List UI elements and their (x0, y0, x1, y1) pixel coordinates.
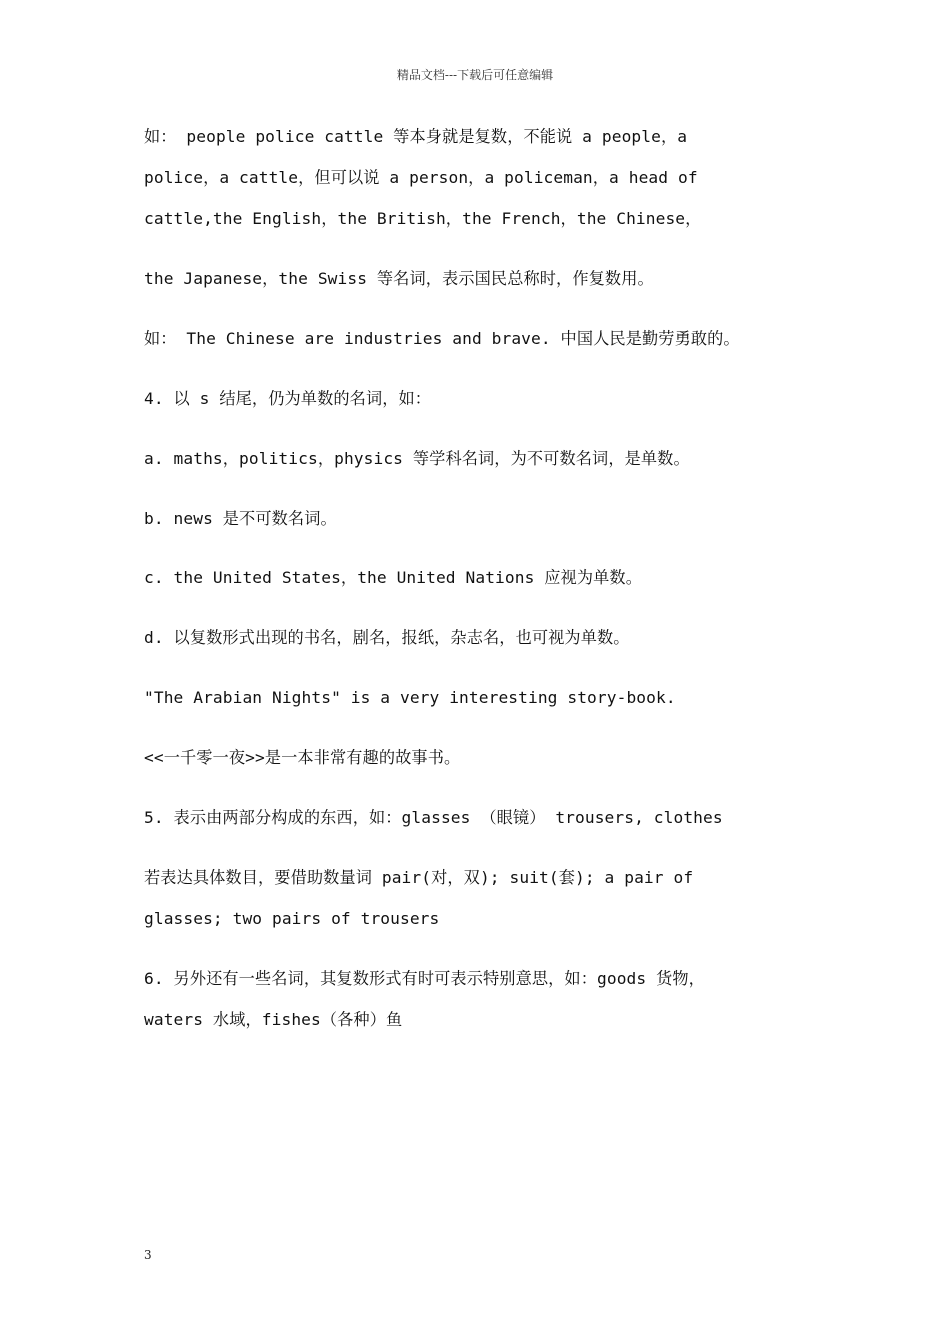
text-line: waters 水域，fishes（各种）鱼 (144, 1010, 403, 1029)
text-line: police，a cattle，但可以说 a person，a policeman，a head of (144, 168, 698, 187)
list-item: d. 以复数形式出现的书名，剧名，报纸，杂志名，也可视为单数。 (144, 628, 630, 647)
text-line: 如： The Chinese are industries and brave. 中国人民是勤劳勇敢的。 (144, 329, 740, 348)
page-header: 精品文档---下载后可任意编辑 (396, 68, 554, 82)
page-number: 3 (144, 1248, 152, 1262)
text-line: cattle,the English，the British，the French，the Chinese， (144, 209, 702, 228)
example-sentence: "The Arabian Nights" is a very interesting story-book. (144, 688, 676, 707)
list-item: a. maths，politics，physics 等学科名词，为不可数名词，是单数。 (144, 449, 690, 468)
text-line: 如： people police cattle 等本身就是复数，不能说 a people，a (144, 127, 688, 146)
text-line: glasses; two pairs of trousers (144, 909, 440, 928)
text-line: 若表达具体数目，要借助数量词 pair(对，双); suit(套); a pair of (144, 868, 694, 887)
list-item-heading: 5. 表示由两部分构成的东西，如：glasses （眼镜） trousers, clothes (144, 808, 723, 827)
example-translation: <<一千零一夜>>是一本非常有趣的故事书。 (144, 748, 461, 767)
list-item: c. the United States，the United Nations 应视为单数。 (144, 568, 642, 587)
list-item-heading: 4. 以 s 结尾，仍为单数的名词，如： (144, 389, 432, 408)
list-item: b. news 是不可数名词。 (144, 509, 337, 528)
text-line: the Japanese，the Swiss 等名词，表示国民总称时，作复数用。 (144, 269, 654, 288)
list-item-heading: 6. 另外还有一些名词，其复数形式有时可表示特别意思，如：goods 货物， (144, 969, 705, 988)
